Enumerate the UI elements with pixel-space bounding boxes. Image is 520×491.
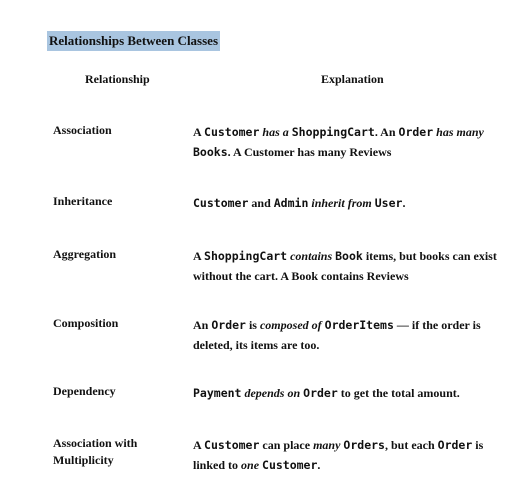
relationship-explanation [193,122,508,162]
relationship-explanation [193,246,508,286]
relationship-name: Inheritance [53,194,113,208]
explanation-text: An [193,318,212,332]
explanation-text: is [245,318,260,332]
code-term: Admin [273,196,309,210]
relationship-name: Dependency [53,384,116,398]
code-term: OrderItems [324,318,394,332]
column-header-relationship: Relationship [85,72,150,86]
relationship-name: Composition [53,316,119,330]
explanation-text: can place [259,438,314,452]
code-term: Customer [204,438,260,452]
explanation-text: A [193,438,205,452]
relationship-explanation [193,435,508,475]
emphasis-text: one [241,458,260,472]
explanation-text: items, but books can exist without the cart. A Book contains Reviews [193,249,497,283]
explanation-text: — if the order is deleted, its items are too. [193,318,481,352]
explanation-text: is linked to [193,438,484,472]
code-term: ShoppingCart [291,125,375,139]
section-title: Relationships Between Classes [47,31,220,51]
explanation-text: A [193,249,205,263]
code-term: Payment [193,386,242,400]
code-term: Order [303,386,338,400]
explanation-text: to get the total amount. [337,386,460,400]
emphasis-text: has a [262,125,289,139]
relationship-name: Association with Multiplicity [53,436,138,467]
explanation-text: . An [374,125,399,139]
explanation-text: . [402,196,406,210]
emphasis-text: has many [436,125,484,139]
relationship-explanation [193,193,508,213]
code-term: Orders [343,438,385,452]
relationship-name: Association [53,123,112,137]
relationship-explanation [193,315,508,355]
code-term: Customer [193,196,249,210]
code-term: Order [211,318,246,332]
code-term: Order [437,438,473,452]
emphasis-text: composed of [259,318,322,332]
explanation-text: and [248,196,274,210]
emphasis-text: contains [290,249,333,263]
emphasis-text: many [313,438,341,452]
explanation-text: . A Customer has many Reviews [227,145,392,159]
explanation-text: A [193,125,205,139]
code-term: Customer [262,458,318,472]
explanation-text: , but each [384,438,438,452]
code-term: Customer [204,125,260,139]
emphasis-text: inherit from [311,196,372,210]
code-term: ShoppingCart [204,249,288,263]
relationship-name: Aggregation [53,247,117,261]
relationship-explanation [193,383,508,403]
code-term: User [374,196,403,210]
code-term: Book [335,249,363,263]
emphasis-text: depends on [244,386,301,400]
column-header-explanation: Explanation [321,72,384,86]
explanation-text: . [317,458,321,472]
code-term: Order [398,125,434,139]
code-term: Books [193,145,228,159]
